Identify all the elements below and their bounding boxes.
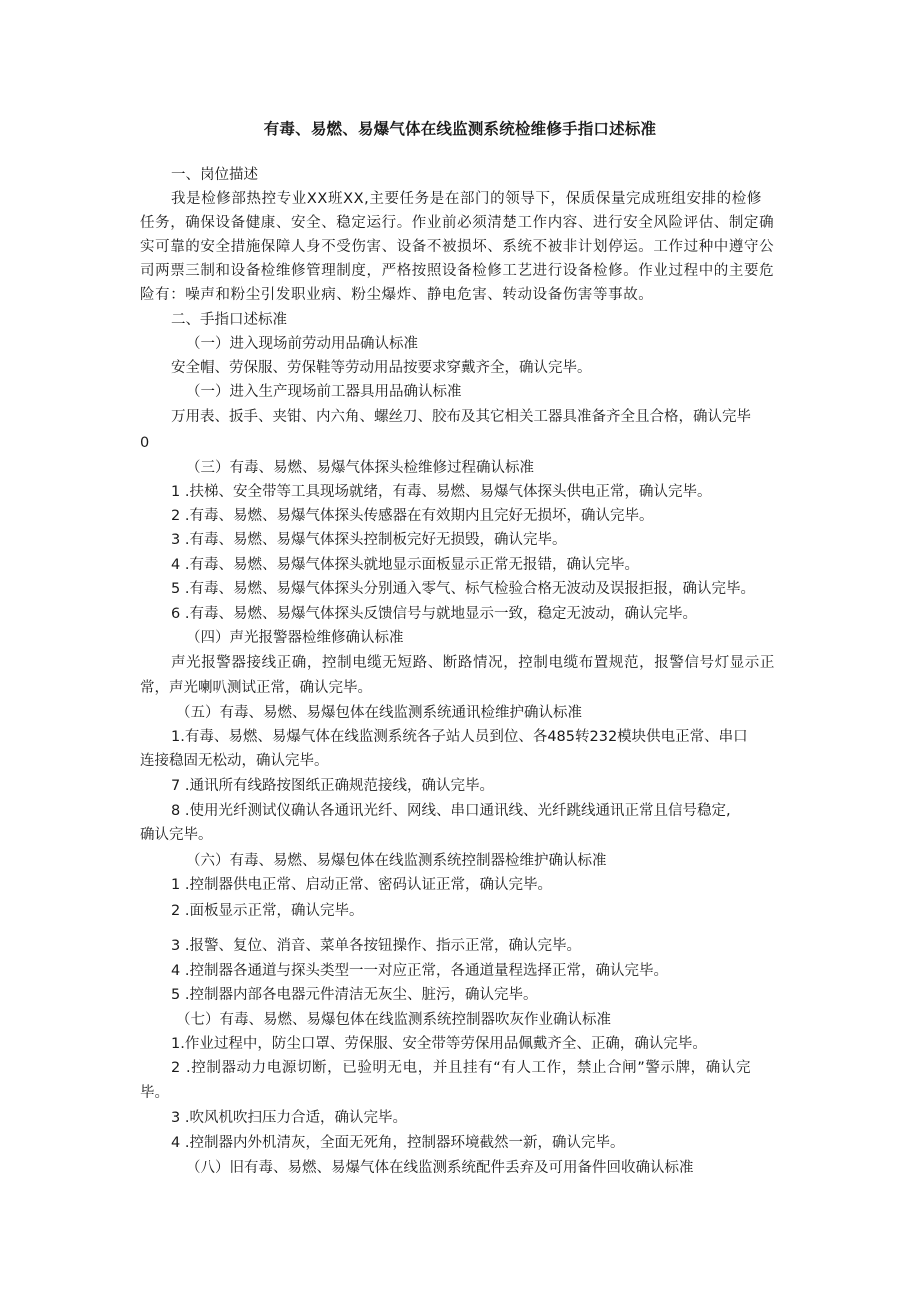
- list-item: 3 .报警、复位、消音、菜单各按钮操作、指示正常，确认完毕。: [171, 938, 581, 954]
- paragraph-line: 任务，确保设备健康、安全、稳定运行。作业前必须清楚工作内容、进行安全风险评估、制定确: [140, 215, 775, 231]
- paragraph-line: 声光报警器接线正确，控制电缆无短路、断路情况，控制电缆布置规范，报警信号灯显示正: [171, 655, 775, 671]
- subsection-heading: （一）进入生产现场前工器具用品确认标准: [186, 384, 462, 400]
- list-item: 3 .吹风机吹扫压力合适，确认完毕。: [171, 1110, 407, 1126]
- list-item: 毕。: [140, 1085, 169, 1101]
- subsection-heading: （八）旧有毒、易燃、易爆气体在线监测系统配件丢弃及可用备件回收确认标准: [186, 1160, 694, 1176]
- paragraph-line: 安全帽、劳保服、劳保鞋等劳动用品按要求穿戴齐全，确认完毕。: [171, 360, 592, 376]
- subsection-heading: （一）进入现场前劳动用品确认标准: [186, 336, 418, 352]
- list-item: 4 .控制器内外机清灰，全面无死角，控制器环境截然一新，确认完毕。: [171, 1135, 625, 1151]
- list-item: 2 .有毒、易燃、易爆气体探头传感器在有效期内且完好无损坏，确认完毕。: [171, 508, 654, 524]
- list-item: 4 .有毒、易燃、易爆气体探头就地显示面板显示正常无报错，确认完毕。: [171, 557, 639, 573]
- subsection-heading: （三）有毒、易燃、易爆气体探头检维修过程确认标准: [186, 460, 534, 476]
- paragraph-line: 实可靠的安全措施保障人身不受伤害、设备不被损坏、系统不被非计划停运。工作过种中遵守公: [140, 239, 775, 255]
- list-item: 5 .控制器内部各电器元件清洁无灰尘、脏污，确认完毕。: [171, 987, 538, 1003]
- list-item: 确认完毕。: [140, 827, 213, 843]
- list-item: 5 .有毒、易燃、易爆气体探头分别通入零气、标气检验合格无波动及误报拒报，确认完毕。: [171, 581, 755, 597]
- paragraph-line: 万用表、扳手、夹钳、内六角、螺丝刀、胶布及其它相关工器具准备齐全且合格，确认完毕: [171, 409, 751, 425]
- list-item: 1.有毒、易燃、易爆气体在线监测系统各子站人员到位、各485转232模块供电正常、串口: [171, 729, 748, 745]
- list-item: 8 .使用光纤测试仪确认各通讯光纤、网线、串口通讯线、光纤跳线通讯正常且信号稳定,: [171, 803, 731, 819]
- list-item: 3 .有毒、易燃、易爆气体探头控制板完好无损毁，确认完毕。: [171, 532, 567, 548]
- paragraph-line: 司两票三制和设备检维修管理制度，严格按照设备检修工艺进行设备检修。作业过程中的主要危: [140, 263, 775, 279]
- list-item: 1 .控制器供电正常、启动正常、密码认证正常，确认完毕。: [171, 877, 552, 893]
- list-item: 7 .通讯所有线路按图纸正确规范接线，确认完毕。: [171, 778, 494, 794]
- subsection-heading: （七）有毒、易燃、易爆包体在线监测系统控制器吹灰作业确认标准: [176, 1012, 611, 1028]
- paragraph-line: 常，声光喇叭测试正常，确认完毕。: [140, 680, 372, 696]
- list-item: 连接稳固无松动，确认完毕。: [140, 753, 329, 769]
- list-item: 6 .有毒、易燃、易爆气体探头反馈信号与就地显示一致，稳定无波动，确认完毕。: [171, 606, 697, 622]
- list-item: 1.作业过程中，防尘口罩、劳保服、安全带等劳保用品佩戴齐全、正确，确认完毕。: [171, 1036, 707, 1052]
- list-item: 2 .控制器动力电源切断，已验明无电，并且挂有“有人工作，禁止合闸”警示牌，确认完: [171, 1060, 752, 1076]
- document-title: 有毒、易燃、易爆气体在线监测系统检维修手指口述标准: [263, 120, 657, 138]
- list-item: 1 .扶梯、安全带等工具现场就绪，有毒、易燃、易爆气体探头供电正常，确认完毕。: [171, 484, 712, 500]
- list-item: 2 .面板显示正常，确认完毕。: [171, 903, 364, 919]
- section-heading: 二、手指口述标准: [171, 312, 287, 328]
- paragraph-line: 0: [140, 435, 150, 451]
- subsection-heading: （五）有毒、易燃、易爆包体在线监测系统通讯检维护确认标准: [176, 705, 582, 721]
- paragraph-line: 我是检修部热控专业XX班XX,主要任务是在部门的领导下，保质保量完成班组安排的检修: [171, 191, 762, 207]
- subsection-heading: （六）有毒、易燃、易爆包体在线监测系统控制器检维护确认标准: [186, 853, 607, 869]
- subsection-heading: （四）声光报警器检维修确认标准: [186, 630, 404, 646]
- paragraph-line: 险有：噪声和粉尘引发职业病、粉尘爆炸、静电危害、转动设备伤害等事故。: [140, 287, 654, 303]
- section-heading: 一、岗位描述: [171, 167, 258, 183]
- list-item: 4 .控制器各通道与探头类型一一对应正常，各通道量程选择正常，确认完毕。: [171, 963, 668, 979]
